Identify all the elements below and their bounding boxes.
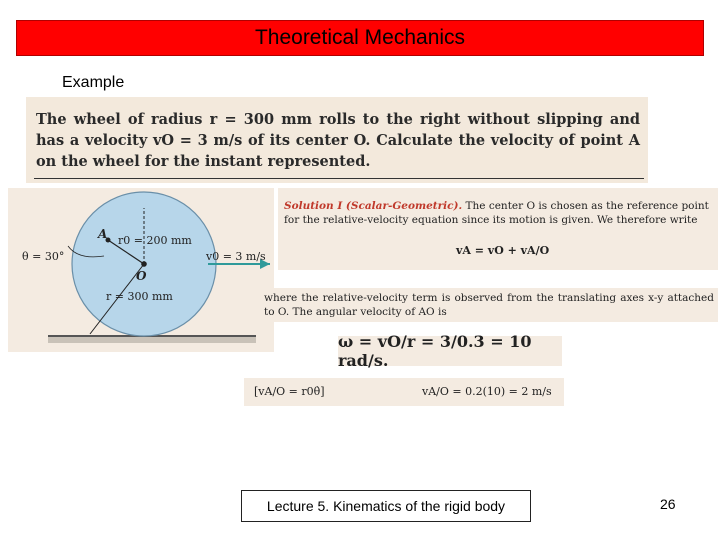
r-label: r = 300 mm (106, 290, 173, 303)
problem-statement (26, 97, 648, 183)
theta-label: θ = 30° (22, 250, 65, 263)
attached-text: where the relative-velocity term is observed from the translating axes x-y attached to O. The angular velocity of AO is (260, 288, 718, 322)
slide-title: Theoretical Mechanics (254, 26, 466, 49)
point-a-label: A (98, 227, 108, 241)
divider (34, 178, 644, 179)
wheel-diagram (8, 188, 274, 352)
vao-rhs: vA/O = 0.2(10) = 2 m/s (422, 385, 552, 398)
page-number: 26 (660, 496, 676, 512)
point-o-label: O (136, 269, 147, 283)
vao-equation-block (244, 378, 564, 406)
solution-block (278, 188, 718, 270)
example-label: Example (62, 74, 125, 91)
solution-body: The center O is chosen as the reference point for the relative-velocity equation since its motion is given. We therefore write (284, 200, 709, 226)
r0-label: r0 = 200 mm (118, 234, 192, 247)
wheel-figure (8, 188, 274, 352)
problem-text: The wheel of radius r = 300 mm rolls to the right without slipping and has a velocity vO = 3 m/s of its center O. Calculate the velocity of point A on the wheel for the instant represented. (36, 111, 640, 170)
relative-velocity-equation: vA = vO + vA/O (456, 244, 550, 257)
title-bar (16, 20, 704, 56)
vao-lhs: [vA/O = r0θ̇] (254, 385, 325, 398)
omega-equation: ω = vO/r = 3/0.3 = 10 rad/s. (338, 336, 562, 366)
solution-heading: Solution I (Scalar-Geometric). (284, 200, 463, 212)
footer-caption: Lecture 5. Kinematics of the rigid body (266, 498, 506, 514)
v0-label: v0 = 3 m/s (206, 250, 266, 263)
footer-caption-box (241, 490, 531, 522)
